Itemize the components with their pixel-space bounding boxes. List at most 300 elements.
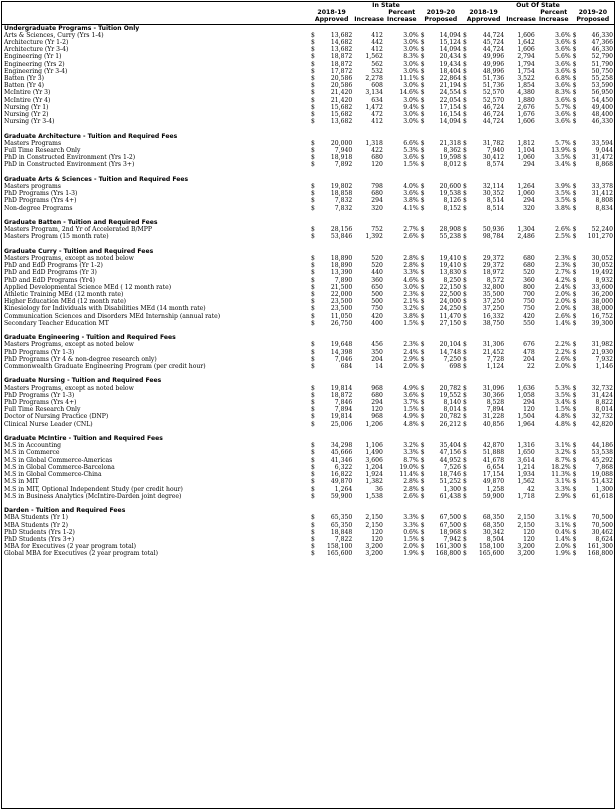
dollar-sign: $ <box>420 406 425 414</box>
is-proposed-header: Proposed <box>420 16 462 24</box>
dollar-sign: $ <box>572 197 577 205</box>
os-proposed-value: 33,594 <box>591 139 613 147</box>
os-percent-value: 3.1% <box>555 514 571 522</box>
dollar-sign: $ <box>572 139 577 147</box>
is-approved-value: 7,832 <box>334 197 353 205</box>
dollar-sign: $ <box>420 89 425 97</box>
table-row <box>2 140 614 147</box>
dollar-sign: $ <box>462 463 467 471</box>
dollar-sign: $ <box>420 471 425 479</box>
os-proposed-value: 31,982 <box>591 341 613 349</box>
dollar-sign: $ <box>462 535 467 543</box>
table-row <box>2 514 614 521</box>
os-percent-value: 3.6% <box>555 46 571 54</box>
table-row <box>2 471 614 478</box>
dollar-sign: $ <box>462 291 467 299</box>
table-row <box>2 226 614 233</box>
program-label: PhD Programs (Yrs 4+) <box>4 197 77 205</box>
os-approved-value: 44,724 <box>482 31 505 39</box>
dollar-sign: $ <box>462 305 467 313</box>
dollar-sign: $ <box>572 190 577 198</box>
program-label: Engineering (Yr 3-4) <box>4 67 68 75</box>
dollar-sign: $ <box>311 31 315 39</box>
os-proposed-value: 8,868 <box>595 161 613 169</box>
dollar-sign: $ <box>311 384 315 392</box>
dollar-sign: $ <box>420 543 425 551</box>
os-increase-value: 1,718 <box>517 492 535 500</box>
os-approved-value: 37,250 <box>482 305 505 313</box>
program-label: Full Time Research Only <box>4 406 81 414</box>
os-increase-value: 1,104 <box>517 147 535 155</box>
is-increase-value: 320 <box>371 204 383 212</box>
os-percent-value: 18.2% <box>551 463 571 471</box>
table-row <box>2 413 614 420</box>
os-proposed-value: 19,088 <box>591 471 613 479</box>
os-proposed-value: 1,146 <box>595 363 613 371</box>
os-approved-value: 59,900 <box>482 492 505 500</box>
program-label: Full Time Research Only <box>4 147 81 155</box>
os-increase-value: 22 <box>527 363 535 371</box>
is-percent-value: 3.0% <box>403 118 419 126</box>
is-percent-value: 3.8% <box>403 312 419 320</box>
is-increase-value: 400 <box>371 319 383 327</box>
is-approved-value: 7,822 <box>334 535 353 543</box>
os-increase-value: 120 <box>523 535 535 543</box>
is-proposed-value: 13,830 <box>439 269 461 277</box>
is-increase-value: 750 <box>371 305 383 313</box>
os-approved-value: 30,342 <box>482 528 505 536</box>
os-percent-value: 3.6% <box>555 60 571 68</box>
dollar-sign: $ <box>462 262 467 270</box>
section-header-row <box>2 507 614 514</box>
os-percent-value: 2.0% <box>555 298 571 306</box>
dollar-sign: $ <box>311 391 315 399</box>
is-percent-value: 3.6% <box>403 154 419 162</box>
is-percent-value: 1.5% <box>403 319 419 327</box>
dollar-sign: $ <box>311 183 315 191</box>
os-increase-value: 1,854 <box>517 82 535 90</box>
program-label: PhD Programs (Yr 1-3) <box>4 348 75 356</box>
dollar-sign: $ <box>420 60 425 68</box>
os-approved-value: 7,728 <box>486 355 505 363</box>
is-percent-value: 3.0% <box>403 82 419 90</box>
is-proposed-value: 27,150 <box>439 319 461 327</box>
dollar-sign: $ <box>572 420 577 428</box>
dollar-sign: $ <box>462 75 467 83</box>
os-percent-value: 3.6% <box>555 118 571 126</box>
program-label: Masters Programs, except as noted below <box>4 341 134 349</box>
os-approved-value: 8,574 <box>486 161 505 169</box>
table-row <box>2 298 614 305</box>
table-row <box>2 449 614 456</box>
dollar-sign: $ <box>572 204 577 212</box>
is-proposed-value: 8,362 <box>443 147 461 155</box>
os-increase-value: 1,304 <box>517 226 535 234</box>
os-approved-value: 68,350 <box>482 514 505 522</box>
os-approved-value: 1,258 <box>486 485 505 493</box>
dollar-sign: $ <box>420 535 425 543</box>
is-increase-value: 440 <box>371 269 383 277</box>
table-row <box>2 363 614 370</box>
is-proposed-value: 14,094 <box>439 46 461 54</box>
dollar-sign: $ <box>572 31 577 39</box>
is-percent-value: 2.0% <box>403 363 419 371</box>
program-label: Architecture (Yr 1-2) <box>4 39 69 47</box>
dollar-sign: $ <box>311 312 315 320</box>
dollar-sign: $ <box>311 226 315 234</box>
is-approved-value: 22,000 <box>330 291 353 299</box>
dollar-sign: $ <box>420 420 425 428</box>
os-approved-value: 1,124 <box>486 363 505 371</box>
dollar-sign: $ <box>462 406 467 414</box>
section-title: Graduate Architecture - Tuition and Required Fees <box>4 132 178 140</box>
os-increase-value: 294 <box>523 197 535 205</box>
is-proposed-value: 8,152 <box>443 204 461 212</box>
program-label: Applied Developmental Science MEd ( 12 month rate) <box>4 283 172 291</box>
os-percent-value: 4.8% <box>555 420 571 428</box>
dollar-sign: $ <box>572 355 577 363</box>
dollar-sign: $ <box>420 528 425 536</box>
program-label: M.S in Accounting <box>4 442 62 450</box>
is-proposed-value: 7,526 <box>443 463 461 471</box>
is-proposed-value: 161,300 <box>435 543 461 551</box>
program-label: Communication Sciences and Disorders MEd Internship (annual rate) <box>4 312 221 320</box>
section-spacer <box>2 241 614 248</box>
dollar-sign: $ <box>311 262 315 270</box>
dollar-sign: $ <box>572 276 577 284</box>
dollar-sign: $ <box>572 514 577 522</box>
dollar-sign: $ <box>311 305 315 313</box>
os-proposed-value: 8,822 <box>595 399 613 407</box>
is-proposed-value: 20,600 <box>439 183 461 191</box>
is-proposed-value: 14,094 <box>439 118 461 126</box>
is-proposed-value: 15,124 <box>439 39 461 47</box>
dollar-sign: $ <box>420 485 425 493</box>
dollar-sign: $ <box>420 147 425 155</box>
dollar-sign: $ <box>462 492 467 500</box>
os-proposed-value: 7,868 <box>595 463 613 471</box>
is-approved-value: 15,682 <box>330 111 353 119</box>
program-label: McIntire (Yr 4) <box>4 96 51 104</box>
dollar-sign: $ <box>462 550 467 558</box>
is-increase-value: 14 <box>375 363 383 371</box>
is-approved-value: 7,940 <box>334 147 353 155</box>
is-proposed-value: 14,094 <box>439 31 461 39</box>
is-increase-value: 1,382 <box>365 478 383 486</box>
os-proposed-value: 16,752 <box>591 312 613 320</box>
os-proposed-value: 54,450 <box>591 96 613 104</box>
dollar-sign: $ <box>311 485 315 493</box>
table-row <box>2 104 614 111</box>
os-increase-value: 1,214 <box>517 463 535 471</box>
os-percent-value: 4.8% <box>555 413 571 421</box>
is-approved-value: 165,600 <box>327 550 353 558</box>
dollar-sign: $ <box>462 161 467 169</box>
is-increase-value: 420 <box>371 312 383 320</box>
is-percent-value: 2.9% <box>403 355 419 363</box>
table-row <box>2 284 614 291</box>
is-proposed-value: 20,782 <box>439 413 461 421</box>
is-percent-value: 19.0% <box>399 463 419 471</box>
dollar-sign: $ <box>420 118 425 126</box>
dollar-sign: $ <box>572 521 577 529</box>
dollar-sign: $ <box>462 118 467 126</box>
dollar-sign: $ <box>311 103 315 111</box>
dollar-sign: $ <box>311 478 315 486</box>
is-percent-value: 2.1% <box>403 298 419 306</box>
os-percent-value: 2.6% <box>555 355 571 363</box>
program-label: Masters programs <box>4 183 61 191</box>
program-label: Nursing (Yr 3-4) <box>4 118 55 126</box>
is-approved-value: 18,848 <box>330 528 353 536</box>
is-approved-value: 21,420 <box>330 96 353 104</box>
dollar-sign: $ <box>420 75 425 83</box>
os-proposed-value: 31,472 <box>591 154 613 162</box>
os-percent-header: Percent <box>540 9 568 17</box>
table-row <box>2 464 614 471</box>
is-approved-value: 18,872 <box>330 53 353 61</box>
os-increase-value: 2,150 <box>517 521 535 529</box>
os-approved-value: 98,784 <box>482 233 505 241</box>
dollar-sign: $ <box>572 147 577 155</box>
section-title: Graduate Nursing - Tuition and Required Fees <box>4 377 162 385</box>
os-percent-value: 2.7% <box>555 269 571 277</box>
section-title: Darden - Tuition and Required Fees <box>4 507 126 515</box>
dollar-sign: $ <box>462 154 467 162</box>
section-title: Graduate Engineering - Tuition and Required Fees <box>4 334 176 342</box>
is-proposed-value: 24,250 <box>439 305 461 313</box>
os-increase-value: 420 <box>523 312 535 320</box>
dollar-sign: $ <box>572 492 577 500</box>
os-increase-value: 1,964 <box>517 420 535 428</box>
dollar-sign: $ <box>311 269 315 277</box>
is-increase-value: 442 <box>371 39 383 47</box>
is-increase-value: 680 <box>371 190 383 198</box>
is-increase-value: 3,606 <box>365 456 383 464</box>
program-label: Engineering (Yr 1) <box>4 53 62 61</box>
os-increase-value: 1,880 <box>517 96 535 104</box>
os-approved-value: 30,412 <box>482 154 505 162</box>
program-label: Masters Programs, except as noted below <box>4 384 134 392</box>
program-label: Higher Education MEd (12 month rate) <box>4 298 127 306</box>
os-proposed-value: 38,000 <box>591 298 613 306</box>
is-approved-value: 13,682 <box>330 46 353 54</box>
dollar-sign: $ <box>572 291 577 299</box>
section-header-row <box>2 24 614 32</box>
is-increase-value: 294 <box>371 197 383 205</box>
is-proposed-value: 22,864 <box>439 75 461 83</box>
program-label: Batten (Yr 4) <box>4 82 44 90</box>
dollar-sign: $ <box>462 341 467 349</box>
os-increase-value: 294 <box>523 399 535 407</box>
is-increase-value: 204 <box>371 355 383 363</box>
dollar-sign: $ <box>572 471 577 479</box>
dollar-sign: $ <box>311 161 315 169</box>
is-approved-value: 20,586 <box>330 82 353 90</box>
is-increase-value: 3,134 <box>365 89 383 97</box>
table-row <box>2 32 614 39</box>
dollar-sign: $ <box>462 190 467 198</box>
os-increase-value: 2,676 <box>517 103 535 111</box>
section-header-row <box>2 133 614 140</box>
os-approved-value: 46,724 <box>482 111 505 119</box>
is-proposed-value: 18,746 <box>439 471 461 479</box>
is-approved-value: 19,814 <box>330 413 353 421</box>
dollar-sign: $ <box>420 449 425 457</box>
os-proposed-value: 31,424 <box>591 391 613 399</box>
os-proposed-value: 8,624 <box>595 535 613 543</box>
table-row <box>2 53 614 60</box>
is-proposed-value: 51,252 <box>439 478 461 486</box>
is-increase-value: 1,204 <box>365 463 383 471</box>
is-proposed-value: 28,908 <box>439 226 461 234</box>
section-header-row <box>2 377 614 384</box>
is-proposed-value: 7,250 <box>443 355 461 363</box>
is-increase-value: 422 <box>371 147 383 155</box>
is-approved-value: 18,872 <box>330 391 353 399</box>
program-label: Kinesiology for Individuals with Disabilities MEd (14 month rate) <box>4 305 206 313</box>
is-increase-value: 456 <box>371 341 383 349</box>
os-approved-value: 32,114 <box>482 183 505 191</box>
table-row <box>2 39 614 46</box>
os-proposed-value: 46,330 <box>591 46 613 54</box>
dollar-sign: $ <box>311 528 315 536</box>
table-row <box>2 442 614 449</box>
section-title: Graduate Arts & Sciences - Tuition and Required Fees <box>4 175 189 183</box>
is-approved-value: 18,890 <box>330 255 353 263</box>
dollar-sign: $ <box>311 60 315 68</box>
is-approved-value: 13,390 <box>330 269 353 277</box>
dollar-sign: $ <box>420 82 425 90</box>
is-increase-value: 2,150 <box>365 514 383 522</box>
dollar-sign: $ <box>462 442 467 450</box>
os-approved-value: 50,936 <box>482 226 505 234</box>
dollar-sign: $ <box>572 535 577 543</box>
program-label: Batten (Yr 3) <box>4 75 44 83</box>
is-increase-value: 472 <box>371 111 383 119</box>
section-header-row <box>2 435 614 442</box>
dollar-sign: $ <box>311 39 315 47</box>
os-percent-value: 2.9% <box>555 492 571 500</box>
os-increase-value: 294 <box>523 161 535 169</box>
is-increase-value: 120 <box>371 535 383 543</box>
os-approved-value: 35,500 <box>482 291 505 299</box>
table-row <box>2 493 614 500</box>
dollar-sign: $ <box>420 96 425 104</box>
dollar-sign: $ <box>420 305 425 313</box>
os-pct-increase-header: Increase <box>536 16 572 24</box>
in-state-header: In State <box>372 2 400 9</box>
is-percent-value: 4.8% <box>403 420 419 428</box>
dollar-sign: $ <box>420 391 425 399</box>
dollar-sign: $ <box>420 276 425 284</box>
is-proposed-value: 16,154 <box>439 111 461 119</box>
is-proposed-value: 61,438 <box>439 492 461 500</box>
is-proposed-value: 67,500 <box>439 521 461 529</box>
is-percent-value: 3.3% <box>403 514 419 522</box>
is-percent-value: 3.3% <box>403 449 419 457</box>
table-row <box>2 269 614 276</box>
is-approved-value: 16,822 <box>330 471 353 479</box>
dollar-sign: $ <box>572 283 577 291</box>
dollar-sign: $ <box>462 31 467 39</box>
dollar-sign: $ <box>420 226 425 234</box>
os-approved-value: 38,750 <box>482 319 505 327</box>
is-percent-value: 1.5% <box>403 406 419 414</box>
os-percent-value: 2.4% <box>555 283 571 291</box>
os-proposed-value: 48,400 <box>591 111 613 119</box>
os-proposed-value: 56,950 <box>591 89 613 97</box>
dollar-sign: $ <box>572 118 577 126</box>
is-approved-value: 14,398 <box>330 348 353 356</box>
os-increase-value: 1,606 <box>517 118 535 126</box>
is-approved-value: 18,890 <box>330 262 353 270</box>
os-percent-value: 2.6% <box>555 312 571 320</box>
os-proposed-value: 46,330 <box>591 31 613 39</box>
is-proposed-value: 19,538 <box>439 190 461 198</box>
dollar-sign: $ <box>420 478 425 486</box>
program-label: Nursing (Yr 1) <box>4 103 49 111</box>
program-label: MBA for Executives (2 year program total) <box>4 543 137 551</box>
is-approved-value: 7,832 <box>334 204 353 212</box>
dollar-sign: $ <box>572 161 577 169</box>
is-percent-value: 3.0% <box>403 67 419 75</box>
dollar-sign: $ <box>311 319 315 327</box>
dollar-sign: $ <box>572 39 577 47</box>
os-increase-value: 1,504 <box>517 413 535 421</box>
dollar-sign: $ <box>572 233 577 241</box>
os-proposed-value: 33,378 <box>591 183 613 191</box>
is-proposed-value: 22,150 <box>439 283 461 291</box>
is-approved-value: 7,046 <box>334 355 353 363</box>
os-percent-value: 8.3% <box>555 89 571 97</box>
os-percent-value: 1.4% <box>555 319 571 327</box>
os-approved-value: 49,996 <box>482 60 505 68</box>
section-title: Graduate McIntire - Tuition and Required Fees <box>4 435 163 443</box>
is-increase-value: 968 <box>371 413 383 421</box>
dollar-sign: $ <box>462 39 467 47</box>
os-approved-value: 40,856 <box>482 420 505 428</box>
dollar-sign: $ <box>420 233 425 241</box>
is-increase-value: 680 <box>371 154 383 162</box>
os-proposed-value: 50,750 <box>591 67 613 75</box>
table-row <box>2 529 614 536</box>
os-percent-value: 0.4% <box>555 528 571 536</box>
dollar-sign: $ <box>420 384 425 392</box>
is-percent-value: 2.4% <box>403 348 419 356</box>
program-label: Masters Programs <box>4 139 62 147</box>
is-approved-value: 65,350 <box>330 514 353 522</box>
is-increase-value: 1,206 <box>365 420 383 428</box>
dollar-sign: $ <box>311 147 315 155</box>
os-increase-value: 4,380 <box>517 89 535 97</box>
is-increase-value: 752 <box>371 226 383 234</box>
dollar-sign: $ <box>572 319 577 327</box>
dollar-sign: $ <box>462 103 467 111</box>
os-percent-value: 13.9% <box>551 147 571 155</box>
os-increase-value: 1,754 <box>517 67 535 75</box>
is-approved-value: 59,900 <box>330 492 353 500</box>
dollar-sign: $ <box>311 111 315 119</box>
dollar-sign: $ <box>572 82 577 90</box>
dollar-sign: $ <box>311 255 315 263</box>
dollar-sign: $ <box>311 449 315 457</box>
dollar-sign: $ <box>420 255 425 263</box>
section-title: Graduate Batten - Tuition and Required Fees <box>4 219 158 227</box>
program-label: M.S in Global Commerce-Americas <box>4 456 113 464</box>
dollar-sign: $ <box>572 226 577 234</box>
dollar-sign: $ <box>420 312 425 320</box>
